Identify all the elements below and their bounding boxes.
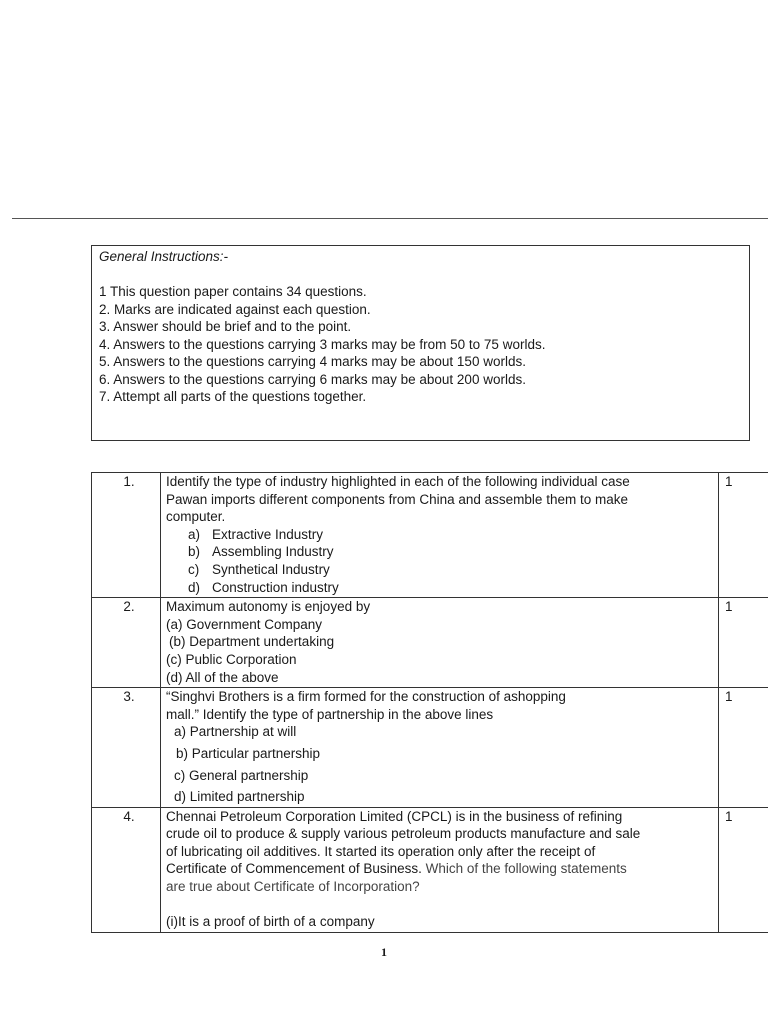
question-line: Identify the type of industry highlighted in each of the following individual case — [166, 474, 630, 489]
page-number: 1 — [381, 945, 387, 959]
question-row — [92, 598, 768, 688]
option — [166, 561, 714, 579]
option — [166, 526, 714, 544]
question-line: Maximum autonomy is enjoyed by — [166, 599, 371, 615]
option: c) General partnership — [174, 767, 309, 783]
option-letter: b) — [188, 544, 201, 560]
question-number: 3. — [92, 688, 161, 808]
question-number: 2. — [92, 598, 161, 688]
option-text: Extractive Industry — [212, 526, 324, 542]
instruction-line: 3. Answer should be brief and to the point. — [99, 319, 352, 334]
instruction-line: 5. Answers to the questions carrying 4 marks may be about 150 worlds. — [99, 354, 526, 369]
question-row — [92, 807, 768, 932]
question-number: 4. — [92, 807, 161, 932]
option-letter: d) — [188, 579, 201, 595]
question-line: crude oil to produce & supply various petroleum products manufacture and sale — [166, 826, 641, 842]
question-line: of lubricating oil additives. It started its operation only after the receipt of — [166, 843, 596, 859]
option: (b) Department undertaking — [169, 634, 335, 650]
question-text — [161, 473, 719, 598]
question-row — [92, 473, 768, 598]
question-line: “Singhvi Brothers is a firm formed for the construction of ashopping — [166, 689, 566, 705]
instruction-line: 6. Answers to the questions carrying 6 marks may be about 200 worlds. — [99, 371, 526, 387]
question-line: mall.” Identify the type of partnership in the above lines — [166, 706, 494, 722]
question-marks: 1 — [719, 807, 768, 932]
option-text: Construction industry — [212, 579, 339, 595]
instruction-line: 2. Marks are indicated against each question. — [99, 301, 371, 317]
option — [166, 543, 714, 561]
question-text — [161, 807, 719, 932]
question-line: Pawan imports different components from China and assemble them to make — [166, 491, 628, 507]
instruction-line: 4. Answers to the questions carrying 3 marks may be from 50 to 75 worlds. — [99, 336, 546, 352]
general-instructions-box — [91, 245, 750, 441]
question-row — [92, 688, 768, 808]
question-text — [161, 598, 719, 688]
question-line: Chennai Petroleum Corporation Limited (CPCL) is in the business of refining — [166, 808, 623, 824]
option: (i)It is a proof of birth of a company — [166, 914, 375, 930]
option: (c) Public Corporation — [166, 651, 297, 667]
question-text-part: Certificate of Commencement of Business. — [166, 861, 422, 877]
question-marks: 1 — [719, 473, 768, 598]
questions-table — [91, 472, 768, 933]
header-rule — [12, 218, 768, 219]
option-letter: a) — [188, 526, 201, 542]
option: b) Particular partnership — [176, 745, 321, 761]
question-line: are true about Certificate of Incorporation? — [166, 879, 420, 895]
option-text: Synthetical Industry — [212, 561, 330, 577]
option — [166, 579, 714, 597]
question-text — [161, 688, 719, 808]
question-line: computer. — [166, 509, 226, 525]
question-text-part: Which of the following statements — [421, 861, 627, 877]
instruction-line: 1 This question paper contains 34 questions. — [99, 284, 367, 299]
option-list — [166, 526, 714, 596]
option-text: Assembling Industry — [212, 544, 334, 560]
question-marks: 1 — [719, 598, 768, 688]
option: (a) Government Company — [166, 616, 323, 632]
question-line — [166, 860, 714, 878]
option: (d) All of the above — [166, 669, 279, 685]
question-number: 1. — [92, 473, 161, 598]
question-marks: 1 — [719, 688, 768, 808]
option: d) Limited partnership — [174, 789, 305, 805]
instructions-heading: General Instructions:- — [99, 249, 229, 264]
option: a) Partnership at will — [174, 724, 297, 740]
option-letter: c) — [188, 561, 200, 577]
instruction-line: 7. Attempt all parts of the questions together. — [99, 389, 367, 404]
